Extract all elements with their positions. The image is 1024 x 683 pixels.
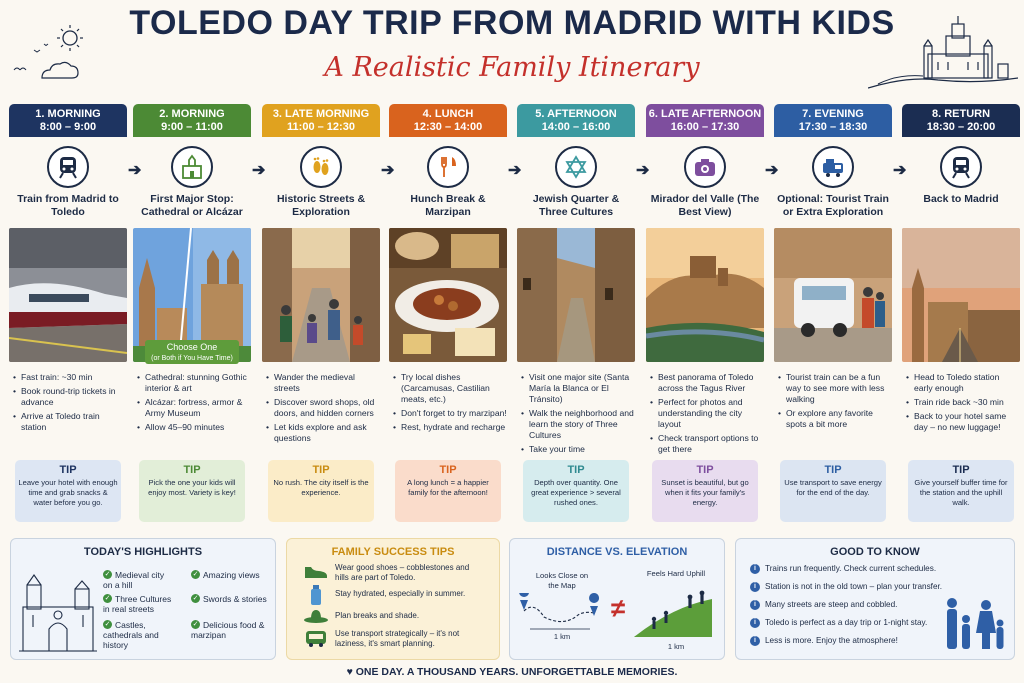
tip-label: TIP xyxy=(567,464,585,476)
arrow-right-icon: ➔ xyxy=(128,162,142,179)
family-tip: Wear good shoes – cobblestones and hills are part of Toledo. xyxy=(335,563,470,582)
arrow-right-icon: ➔ xyxy=(636,162,650,179)
highlight-item: Castles, cathedrals and history xyxy=(103,620,159,650)
not-equal-symbol: ≠ xyxy=(610,593,626,623)
tip-text: Depth over quantity. One great experience > several rushed ones. xyxy=(531,478,621,507)
train-icon xyxy=(47,146,89,188)
step-header xyxy=(646,104,764,137)
arrow-right-icon: ➔ xyxy=(765,162,779,179)
footprints-icon xyxy=(300,146,342,188)
itinerary-step xyxy=(9,104,127,524)
step-time: 12:30 – 14:00 xyxy=(413,121,483,133)
choose-label: Choose One xyxy=(166,342,218,352)
bullet-item: • Perfect for photos and understanding the city layout xyxy=(650,397,764,430)
tip-text: Sunset is beautiful, but go when it fits your family's energy. xyxy=(661,478,749,507)
arrow-right-icon: ➔ xyxy=(381,162,395,179)
info-icon: i xyxy=(750,600,760,610)
sun-hat-icon xyxy=(303,609,329,625)
step-time: 14:00 – 16:00 xyxy=(541,121,611,133)
step-label: 8. RETURN xyxy=(931,108,991,120)
itinerary-step xyxy=(133,104,251,524)
good-to-know-item: Toledo is perfect as a day trip or 1-night stay. xyxy=(765,618,928,627)
tip-text: Leave your hotel with enough time and grab snacks & water before you go. xyxy=(18,478,118,507)
bullet-item: • Wander the medieval streets xyxy=(266,372,380,394)
footer-tagline: ONE DAY. A THOUSAND YEARS. UNFORGETTABLE MEMORIES. xyxy=(355,666,678,678)
camera-icon xyxy=(684,146,726,188)
step-bullets xyxy=(778,372,892,433)
good-to-know-item: Station is not in the old town – plan your transfer. xyxy=(765,582,943,591)
step-bullets xyxy=(650,372,764,458)
tip-text: A long lunch = a happier family for the afternoon! xyxy=(407,478,489,497)
itinerary-step xyxy=(517,104,635,524)
bullet-item: • Train ride back ~30 min xyxy=(906,397,1020,408)
bullet-item: • Alcázar: fortress, armor & Army Museum xyxy=(137,397,251,419)
family-tip: Plan breaks and shade. xyxy=(335,611,420,620)
family-icon xyxy=(942,595,1008,651)
step-photo xyxy=(517,228,635,362)
step-title: First Major Stop: Cathedral or Alcázar xyxy=(141,193,243,218)
tip-label: TIP xyxy=(312,464,330,476)
step-bullets xyxy=(266,372,380,447)
page-subtitle: A Realistic Family Itinerary xyxy=(324,52,700,83)
tip-box xyxy=(268,460,374,522)
tip-box xyxy=(395,460,501,522)
check-icon: ✓ xyxy=(104,621,111,628)
highlight-item: Swords & stories xyxy=(203,594,267,604)
good-to-know-item: Many streets are steep and cobbled. xyxy=(765,600,898,609)
heart-icon: ♥ xyxy=(346,666,353,678)
step-label: 6. LATE AFTERNOON xyxy=(648,108,762,120)
step-title: Train from Madrid to Toledo xyxy=(17,193,119,218)
step-time: 9:00 – 11:00 xyxy=(161,121,223,133)
step-time: 16:00 – 17:30 xyxy=(670,121,740,133)
bullet-item: • Or explore any favorite spots a bit more xyxy=(778,408,892,430)
step-label: 4. LUNCH xyxy=(422,108,474,120)
shoe-icon xyxy=(303,563,329,579)
step-title: Hunch Break & Marzipan xyxy=(410,193,486,218)
check-icon: ✓ xyxy=(104,571,111,578)
bullet-item: • Visit one major site (Santa María la Blanca or El Tránsito) xyxy=(521,372,635,405)
tip-box xyxy=(780,460,886,522)
tip-text: Pick the one your kids will enjoy most. Variety is key! xyxy=(148,478,236,497)
itinerary-step xyxy=(389,104,507,524)
bullet-item: • Tourist train can be a fun way to see more with less walking xyxy=(778,372,892,405)
map-label: Looks Close on the Map xyxy=(535,571,589,590)
step-header xyxy=(517,104,635,137)
good-to-know-item: Trains run frequently. Check current schedules. xyxy=(765,564,937,573)
arrow-right-icon: ➔ xyxy=(893,162,907,179)
tourist-train-icon xyxy=(812,146,854,188)
step-label: 1. MORNING xyxy=(35,108,101,120)
highlights-title: TODAY'S HIGHLIGHTS xyxy=(83,546,203,558)
step-bullets xyxy=(13,372,127,436)
info-icon: i xyxy=(750,618,760,628)
tip-text: No rush. The city itself is the experience. xyxy=(273,478,369,497)
distance-panel xyxy=(509,538,725,660)
bullet-item: • Arrive at Toledo train station xyxy=(13,411,127,433)
sun-clouds-illustration xyxy=(12,20,107,85)
step-bullets xyxy=(137,372,251,436)
info-icon: i xyxy=(750,564,760,574)
tip-text: Use transport to save energy for the end of the day. xyxy=(784,478,882,497)
step-photo xyxy=(774,228,892,362)
tip-box xyxy=(523,460,629,522)
step-header xyxy=(9,104,127,137)
water-bottle-icon xyxy=(309,585,323,605)
tip-label: TIP xyxy=(439,464,457,476)
step-time: 11:00 – 12:30 xyxy=(287,121,355,133)
bullet-item: • Rest, hydrate and recharge xyxy=(393,422,507,433)
step-title: Optional: Tourist Train or Extra Exploration xyxy=(777,193,889,218)
bullet-item: • Book round-trip tickets in advance xyxy=(13,386,127,408)
star-of-david-icon xyxy=(555,146,597,188)
highlight-item: Amazing views xyxy=(203,570,260,580)
step-photo xyxy=(262,228,380,362)
bullet-item: • Don't forget to try marzipan! xyxy=(393,408,507,419)
tip-box xyxy=(908,460,1014,522)
bullet-item: • Back to your hotel same day – no new luggage! xyxy=(906,411,1020,433)
highlight-item: Three Cultures in real streets xyxy=(103,594,172,614)
family-tip: Use transport strategically – it's not laziness, it's smart planning. xyxy=(335,629,460,648)
bullet-item: • Try local dishes (Carcamusas, Castilian meats, etc.) xyxy=(393,372,507,405)
step-bullets xyxy=(906,372,1020,436)
step-bullets xyxy=(393,372,507,436)
bus-icon xyxy=(305,630,327,648)
tip-label: TIP xyxy=(59,464,77,476)
bullet-item: • Allow 45–90 minutes xyxy=(137,422,251,433)
step-title: Mirador del Valle (The Best View) xyxy=(650,193,760,218)
cathedral-icon xyxy=(171,146,213,188)
map-distance-illustration xyxy=(516,593,606,637)
tip-box xyxy=(652,460,758,522)
itinerary-step xyxy=(902,104,1020,524)
itinerary-step xyxy=(774,104,892,524)
step-time: 17:30 – 18:30 xyxy=(798,121,868,133)
good-to-know-item: Less is more. Enjoy the atmosphere! xyxy=(765,636,898,645)
bullet-item: • Fast train: ~30 min xyxy=(13,372,127,383)
arrow-right-icon: ➔ xyxy=(508,162,522,179)
highlight-item: Medieval city on a hill xyxy=(103,570,165,590)
family-tip: Stay hydrated, especially in summer. xyxy=(335,589,466,598)
step-header xyxy=(389,104,507,137)
step-label: 2. MORNING xyxy=(159,108,225,120)
step-title: Back to Madrid xyxy=(923,193,999,205)
highlights-panel xyxy=(10,538,276,660)
step-header xyxy=(262,104,380,137)
step-photo xyxy=(646,228,764,362)
page-title: TOLEDO DAY TRIP FROM MADRID WITH KIDS xyxy=(129,4,895,42)
choose-note: (or Both if You Have Time) xyxy=(151,355,233,362)
info-icon: i xyxy=(750,636,760,646)
toledo-skyline-illustration xyxy=(868,14,1018,92)
tip-label: TIP xyxy=(696,464,714,476)
tip-label: TIP xyxy=(824,464,842,476)
itinerary-step xyxy=(646,104,764,524)
check-icon: ✓ xyxy=(192,571,199,578)
step-title: Jewish Quarter & Three Cultures xyxy=(532,193,620,218)
step-label: 3. LATE MORNING xyxy=(272,108,370,120)
bullet-item: • Discover sword shops, old doors, and hidden corners xyxy=(266,397,380,419)
step-photo xyxy=(9,228,127,362)
footer xyxy=(0,666,1024,678)
toledo-cathedral-illustration xyxy=(19,571,97,653)
step-header xyxy=(774,104,892,137)
info-icon: i xyxy=(750,582,760,592)
step-header xyxy=(902,104,1020,137)
map-km: 1 km xyxy=(553,632,571,641)
step-time: 8:00 – 9:00 xyxy=(39,121,97,133)
fork-knife-icon xyxy=(427,146,469,188)
tip-box xyxy=(139,460,245,522)
choose-one-badge xyxy=(145,340,239,364)
good-to-know-panel xyxy=(735,538,1015,660)
step-photo xyxy=(389,228,507,362)
uphill-label: Feels Hard Uphill xyxy=(646,569,706,578)
step-bullets xyxy=(521,372,635,458)
tip-label: TIP xyxy=(183,464,201,476)
bullet-item: • Check transport options to get there xyxy=(650,433,764,455)
tip-label: TIP xyxy=(952,464,970,476)
uphill-km: 1 km xyxy=(667,642,685,651)
bullet-item: • Take your time xyxy=(521,444,635,455)
check-icon: ✓ xyxy=(192,595,199,602)
step-label: 7. EVENING xyxy=(802,108,864,120)
train-icon xyxy=(940,146,982,188)
check-icon: ✓ xyxy=(192,621,199,628)
distance-title: DISTANCE VS. ELEVATION xyxy=(546,546,688,558)
check-icon: ✓ xyxy=(104,595,111,602)
step-time: 18:30 – 20:00 xyxy=(926,121,996,133)
arrow-right-icon: ➔ xyxy=(252,162,266,179)
good-to-know-title: GOOD TO KNOW xyxy=(830,546,920,558)
tip-text: Give yourself buffer time for the station and the uphill walk. xyxy=(914,478,1008,507)
bullet-item: • Cathedral: stunning Gothic interior & art xyxy=(137,372,251,394)
uphill-illustration xyxy=(632,583,718,641)
step-photo xyxy=(902,228,1020,362)
bullet-item: • Head to Toledo station early enough xyxy=(906,372,1020,394)
bullet-item: • Let kids explore and ask questions xyxy=(266,422,380,444)
tip-box xyxy=(15,460,121,522)
step-label: 5. AFTERNOON xyxy=(535,108,617,120)
highlight-item: Delicious food & marzipan xyxy=(191,620,265,640)
step-title: Historic Streets & Exploration xyxy=(276,193,366,218)
family-tips-title: FAMILY SUCCESS TIPS xyxy=(331,546,455,558)
bullet-item: • Best panorama of Toledo across the Tagus River xyxy=(650,372,764,394)
step-header xyxy=(133,104,251,137)
family-tips-panel xyxy=(286,538,500,660)
itinerary-step xyxy=(262,104,380,524)
bullet-item: • Walk the neighborhood and learn the story of Three Cultures xyxy=(521,408,635,441)
